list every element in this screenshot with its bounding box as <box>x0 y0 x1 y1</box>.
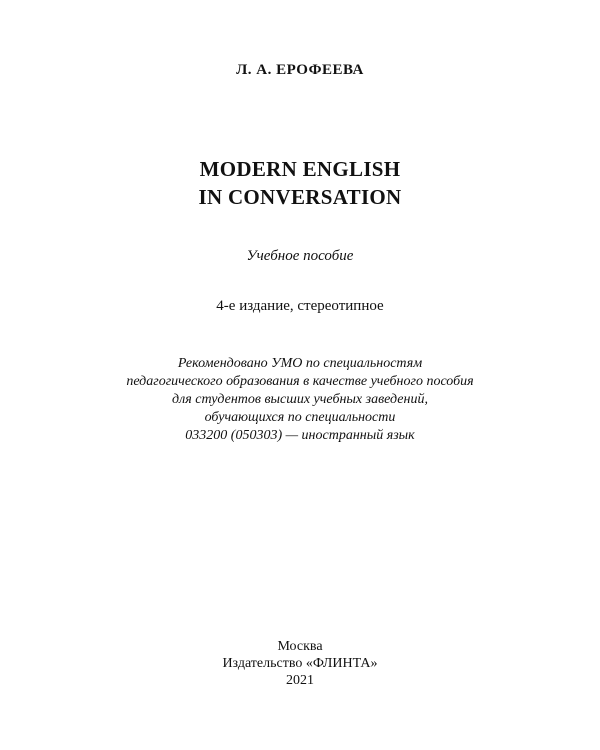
book-title-line-1: MODERN ENGLISH <box>199 157 401 181</box>
recommendation-text <box>0 355 600 445</box>
book-title-line-2: IN CONVERSATION <box>198 185 402 209</box>
edition-note: 4-е издание, стереотипное <box>216 298 384 314</box>
recommendation-line-5: 033200 (050303) — иностранный язык <box>185 428 415 443</box>
recommendation-line-1: Рекомендовано УМО по специальностям <box>177 356 423 371</box>
recommendation-line-3: для студентов высших учебных заведений, <box>172 392 428 407</box>
recommendation-line-4: обучающихся по специальности <box>204 410 396 425</box>
imprint <box>0 638 600 689</box>
imprint-city: Москва <box>277 639 323 654</box>
imprint-year: 2021 <box>286 673 314 688</box>
book-subtitle: Учебное пособие <box>246 248 354 264</box>
book-title <box>0 155 600 211</box>
recommendation-line-2: педагогического образования в качестве учебного пособия <box>126 374 474 389</box>
author-name: Л. А. ЕРОФЕЕВА <box>236 62 364 78</box>
imprint-publisher: Издательство «ФЛИНТА» <box>222 656 378 671</box>
